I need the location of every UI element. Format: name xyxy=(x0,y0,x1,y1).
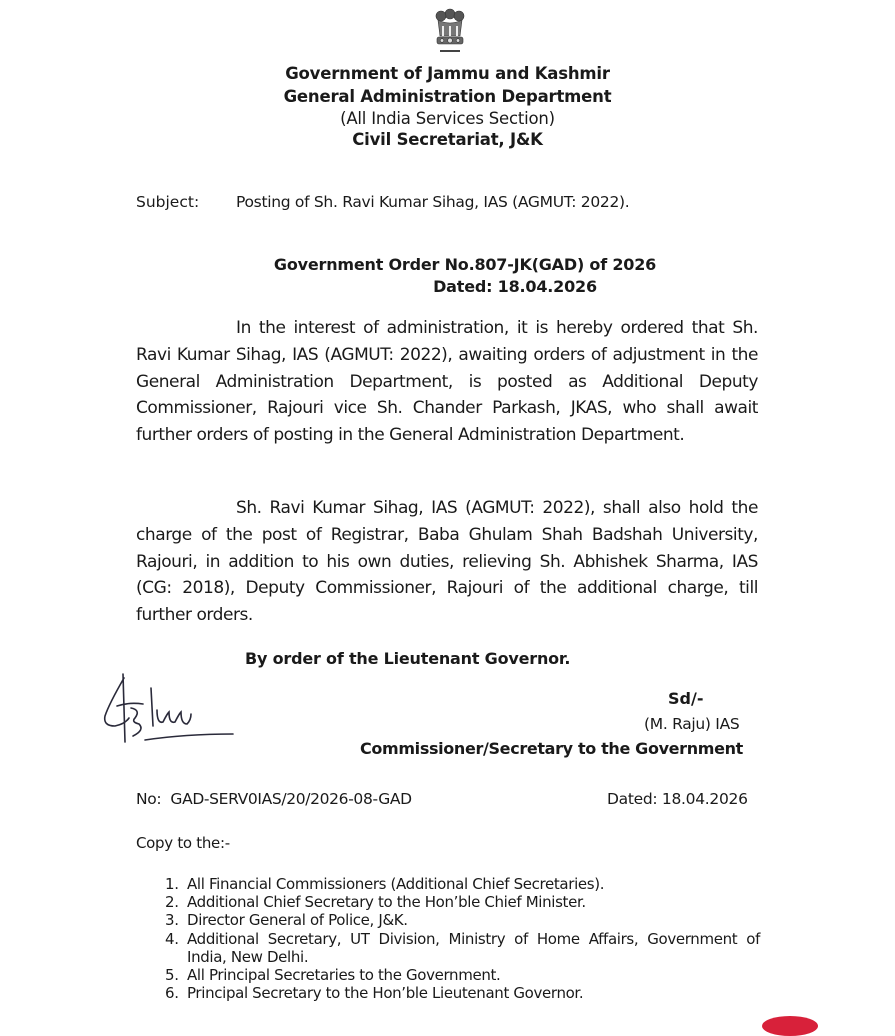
item-text: All Financial Commissioners (Additional Chief Secretaries). xyxy=(187,875,605,893)
order-number: Government Order No.807-JK(GAD) of 2026 xyxy=(273,255,657,274)
header-section: (All India Services Section) xyxy=(340,109,555,128)
body-paragraph-2 xyxy=(136,495,758,629)
copy-to-item xyxy=(165,930,760,966)
item-number: 1. xyxy=(165,875,179,893)
item-text: All Principal Secretaries to the Government. xyxy=(187,966,501,985)
item-number: 2. xyxy=(165,893,179,912)
item-text: Additional Secretary, UT Division, Ministry of Home Affairs, Government of India, New Delhi. xyxy=(187,929,760,966)
handwritten-signature xyxy=(95,664,255,746)
subject-label: Subject: xyxy=(136,193,200,211)
header-government: Government of Jammu and Kashmir xyxy=(285,64,610,83)
paragraph-1-text: In the interest of administration, it is hereby ordered that Sh. Ravi Kumar Sihag, IAS (AGMUT: 2022), awaiting orders of adjustment in the General Administration Department, is posted as Additional Deputy Commissioner, Rajouri vice Sh. Chander Parkash, JKAS, who shall await further orders of posting in the General Administration Department. xyxy=(136,318,758,446)
item-number: 4. xyxy=(165,929,179,948)
sd-mark: Sd/- xyxy=(668,689,704,708)
subject-text: Posting of Sh. Ravi Kumar Sihag, IAS (AGMUT: 2022). xyxy=(236,193,630,211)
item-text: Additional Chief Secretary to the Hon’ble Chief Minister. xyxy=(187,893,586,912)
reference-date: Dated: 18.04.2026 xyxy=(607,790,748,808)
item-number: 5. xyxy=(165,966,179,985)
item-text: Principal Secretary to the Hon’ble Lieutenant Governor. xyxy=(187,984,584,1003)
red-mark-decoration xyxy=(762,1016,818,1036)
copy-to-item xyxy=(165,875,760,893)
body-paragraph-1 xyxy=(136,315,758,449)
by-order-line: By order of the Lieutenant Governor. xyxy=(245,649,571,668)
item-number: 3. xyxy=(165,911,179,930)
signatory-name: (M. Raju) IAS xyxy=(644,715,740,733)
copy-to-item xyxy=(165,911,760,929)
national-emblem-icon xyxy=(428,4,472,62)
copy-to-item xyxy=(165,984,760,1002)
paragraph-2-text: Sh. Ravi Kumar Sihag, IAS (AGMUT: 2022), shall also hold the charge of the post of Registrar, Baba Ghulam Shah Badshah University, Rajouri, in addition to his own duties, relieving Sh. Abhishek Sharma, IAS (CG: 2018), Deputy Commissioner, Rajouri of the additional charge, till further orders. xyxy=(136,498,758,626)
copy-to-item xyxy=(165,893,760,911)
copy-to-list xyxy=(165,875,760,1002)
item-text: Director General of Police, J&K. xyxy=(187,911,408,930)
header-department: General Administration Department xyxy=(283,87,612,106)
reference-number: No: GAD-SERV0IAS/20/2026-08-GAD xyxy=(136,790,412,808)
signatory-designation: Commissioner/Secretary to the Government xyxy=(360,739,743,758)
item-number: 6. xyxy=(165,984,179,1003)
order-date: Dated: 18.04.2026 xyxy=(433,277,597,296)
copy-to-label: Copy to the:- xyxy=(136,834,230,852)
header-secretariat: Civil Secretariat, J&K xyxy=(352,130,543,149)
copy-to-item xyxy=(165,966,760,984)
